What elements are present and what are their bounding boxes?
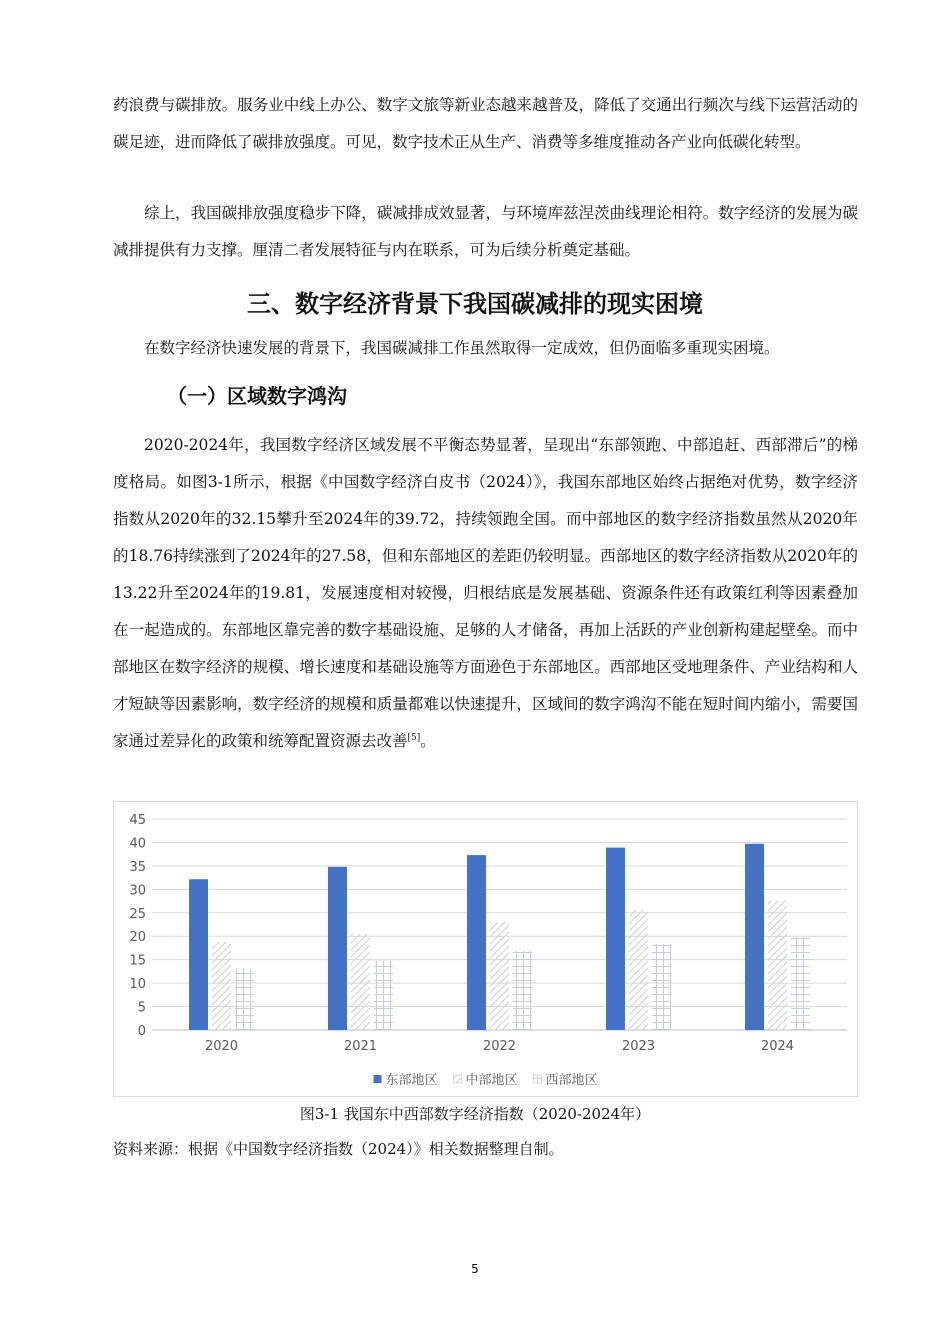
x-tick-label: 2024 (760, 1039, 795, 1054)
legend-label: 西部地区 (545, 1073, 598, 1088)
legend-swatch (534, 1075, 542, 1083)
y-tick-label: 10 (129, 977, 146, 993)
page-number: 5 (471, 1262, 479, 1276)
bar-东部地区-2021 (328, 867, 347, 1030)
legend-label: 东部地区 (385, 1073, 438, 1088)
y-tick-label: 30 (129, 883, 146, 899)
x-tick-label: 2020 (204, 1039, 239, 1054)
y-tick-label: 25 (129, 906, 146, 922)
legend-swatch (374, 1075, 382, 1083)
bar-中部地区-2024 (768, 901, 787, 1030)
x-tick-label: 2022 (482, 1039, 517, 1054)
paragraph-end-mark: 。 (420, 732, 436, 750)
citation-ref: [5] (407, 732, 421, 743)
paragraph-regional-gap-text: 2020-2024年，我国数字经济区域发展不平衡态势显著，呈现出“东部领跑、中部追赶、西部滞后”的梯度格局。如图3-1所示，根据《中国数字经济白皮书（2024）》，我国东部地区始终占据绝对优势，数字经济指数从2020年的32.15攀升至2024年的39.72，持续领跑全国。而中部地区的数字经济指数虽然从2020年的18.76持续涨到了2024年的27.58，但和东部地区的差距仍较明显。西部地区的数字经济指数从2020年的13.22升至2024年的19.81，发展速度相对较慢，归根结底是发展基础、资源条件还有政策红利等因素叠加在一起造成的。东部地区靠完善的数字基础设施、足够的人才储备，再加上活跃的产业创新构建起壁垒。而中部地区在数字经济的规模、增长速度和基础设施等方面逊色于东部地区。西部地区受地理条件、产业结构和人才短缺等因素影响，数字经济的规模和质量都难以快速提升，区域间的数字鸿沟不能在短时间内缩小，需要国家通过差异化的政策和统筹配置资源去改善 (113, 436, 858, 750)
paragraph-summary: 综上，我国碳排放强度稳步下降，碳减排成效显著，与环境库兹涅茨曲线理论相符。数字经济的发展为碳减排提供有力支撑。厘清二者发展特征与内在联系，可为后续分析奠定基础。 (113, 204, 858, 259)
bar-东部地区-2024 (745, 844, 764, 1030)
bar-东部地区-2022 (467, 855, 486, 1030)
y-tick-label: 40 (129, 836, 146, 852)
bar-中部地区-2023 (629, 910, 648, 1030)
y-tick-label: 5 (137, 1000, 146, 1016)
bar-西部地区-2022 (513, 951, 532, 1030)
y-tick-label: 35 (129, 859, 146, 875)
chart-container (113, 801, 858, 1097)
bar-中部地区-2022 (490, 922, 509, 1030)
bar-东部地区-2023 (606, 848, 625, 1030)
source-note: 资料来源：根据《中国数字经济指数（2024）》相关数据整理自制。 (113, 1140, 564, 1158)
bar-西部地区-2024 (791, 937, 810, 1030)
paragraph-intro: 在数字经济快速发展的背景下，我国碳减排工作虽然取得一定成效，但仍面临多重现实困境。 (144, 339, 780, 357)
y-tick-label: 45 (129, 813, 146, 828)
bar-西部地区-2021 (374, 961, 393, 1030)
bar-chart (114, 802, 857, 1096)
figure-caption: 图3-1 我国东中西部数字经济指数（2020-2024年） (299, 1105, 651, 1123)
bar-东部地区-2020 (189, 879, 208, 1030)
bar-西部地区-2020 (235, 968, 254, 1030)
subsection-title: （一）区域数字鸿沟 (167, 384, 347, 408)
legend-label: 中部地区 (465, 1073, 518, 1088)
bar-中部地区-2021 (351, 934, 370, 1030)
x-tick-label: 2023 (621, 1039, 656, 1054)
bar-西部地区-2023 (652, 944, 671, 1030)
paragraph-regional-gap (113, 427, 858, 760)
paragraph-carbon-emission: 药浪费与碳排放。服务业中线上办公、数字文旅等新业态越来越普及，降低了交通出行频次与线下运营活动的碳足迹，进而降低了碳排放强度。可见，数字技术正从生产、消费等多维度推动各产业向低碳化转型。 (113, 96, 858, 151)
section-title: 三、数字经济背景下我国碳减排的现实困境 (247, 290, 703, 318)
x-tick-label: 2021 (343, 1039, 378, 1054)
y-tick-label: 15 (129, 953, 146, 969)
y-tick-label: 20 (129, 930, 146, 946)
y-tick-label: 0 (137, 1024, 146, 1039)
bar-中部地区-2020 (212, 942, 231, 1030)
legend-swatch (454, 1075, 462, 1083)
